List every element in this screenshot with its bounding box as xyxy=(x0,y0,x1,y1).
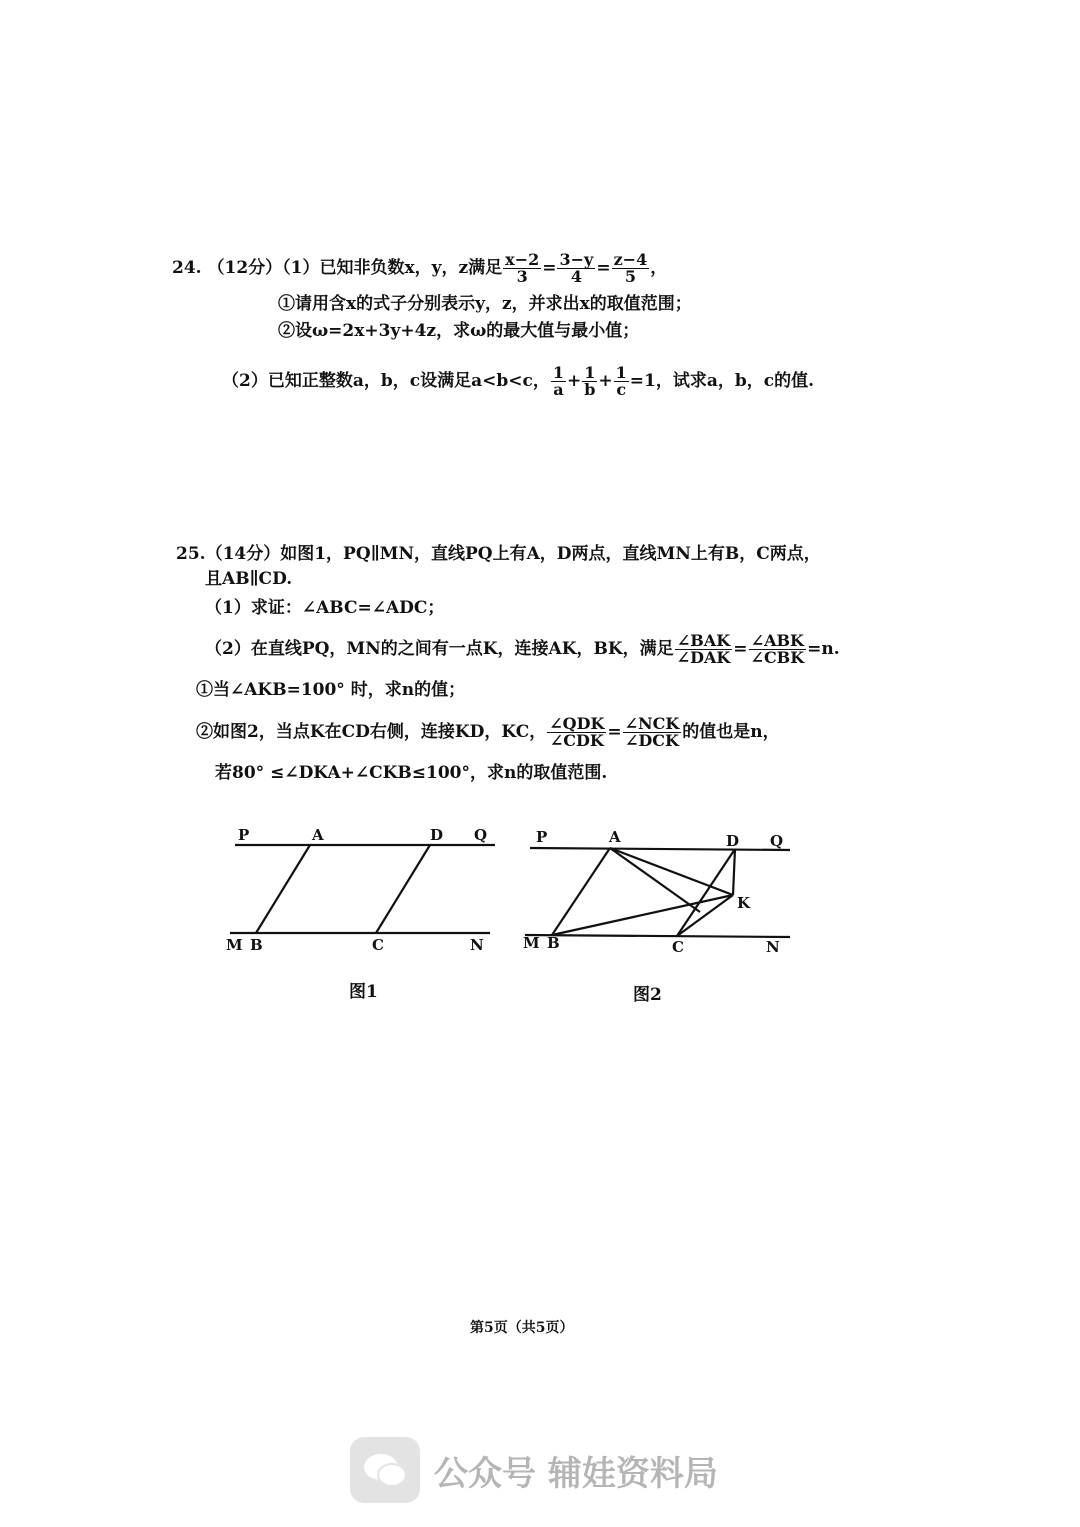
watermark-text: 公众号 辅娃资料局 xyxy=(434,1453,718,1494)
q24-part2: （2）已知正整数a，b，c设满足a<b<c， $\frac{1}{a}$ + $\frac{1}{b}$ + $\frac{1}{c}$ =1，试求a，b，c的值. xyxy=(222,363,815,399)
fig1-Q: Q xyxy=(474,826,488,844)
fig1-C: C xyxy=(372,936,384,954)
q25-line1: 25.（14分）如图1，PQ∥MN，直线PQ上有A，D两点，直线MN上有B，C两点， xyxy=(176,544,821,564)
watermark xyxy=(350,1437,718,1503)
fig2-N: N xyxy=(766,938,780,956)
fig1-M: M xyxy=(226,936,243,954)
fig2-M: M xyxy=(523,934,540,952)
q24-sub1: ①请用含x的式子分别表示y，z，并求出x的取值范围； xyxy=(278,294,692,314)
fig2-P: P xyxy=(536,828,548,846)
q25-part1: （1）求证：∠ABC=∠ADC； xyxy=(205,598,445,618)
q25-sub1: ①当∠AKB=100° 时，求n的值； xyxy=(196,680,466,700)
fig2-K: K xyxy=(737,894,751,912)
wechat-icon xyxy=(350,1437,420,1503)
fig2-caption: 图2 xyxy=(633,985,662,1005)
fig1-D: D xyxy=(430,826,444,844)
q25-part2: （2）在直线PQ，MN的之间有一点K，连接AK，BK，满足 ∠BAK ∠DAK = ∠ABK ∠CBK =n. xyxy=(205,631,840,667)
figure-1 xyxy=(230,845,495,933)
fig1-A: A xyxy=(312,826,324,844)
figure-2 xyxy=(525,848,790,937)
fig1-N: N xyxy=(470,936,484,954)
q25-line2: 且AB∥CD. xyxy=(205,569,293,589)
fig2-Q: Q xyxy=(770,832,784,850)
q25-sub2: ②如图2，当点K在CD右侧，连接KD，KC， ∠QDK ∠CDK = ∠NCK ∠DCK 的值也是n， xyxy=(196,714,780,750)
q24-sub2: ②设ω=2x+3y+4z，求ω的最大值与最小值； xyxy=(278,321,640,341)
fig2-A: A xyxy=(609,828,621,846)
q25-sub2-cont: 若80° ≤∠DKA+∠CKB≤100°，求n的取值范围. xyxy=(215,763,608,783)
fig1-P: P xyxy=(238,826,250,844)
fig2-D: D xyxy=(726,832,740,850)
page-footer: 第5页（共5页） xyxy=(470,1320,574,1336)
fig2-C: C xyxy=(672,938,684,956)
fig2-B: B xyxy=(547,934,560,952)
q24-line1: 24. （12分）（1）已知非负数x，y，z满足 $\frac{x-2}{3}$ = $\frac{3-y}{4}$ = $\frac{z-4}{5}$ ， xyxy=(172,250,668,286)
fig1-caption: 图1 xyxy=(349,982,378,1002)
fig1-B: B xyxy=(250,936,263,954)
